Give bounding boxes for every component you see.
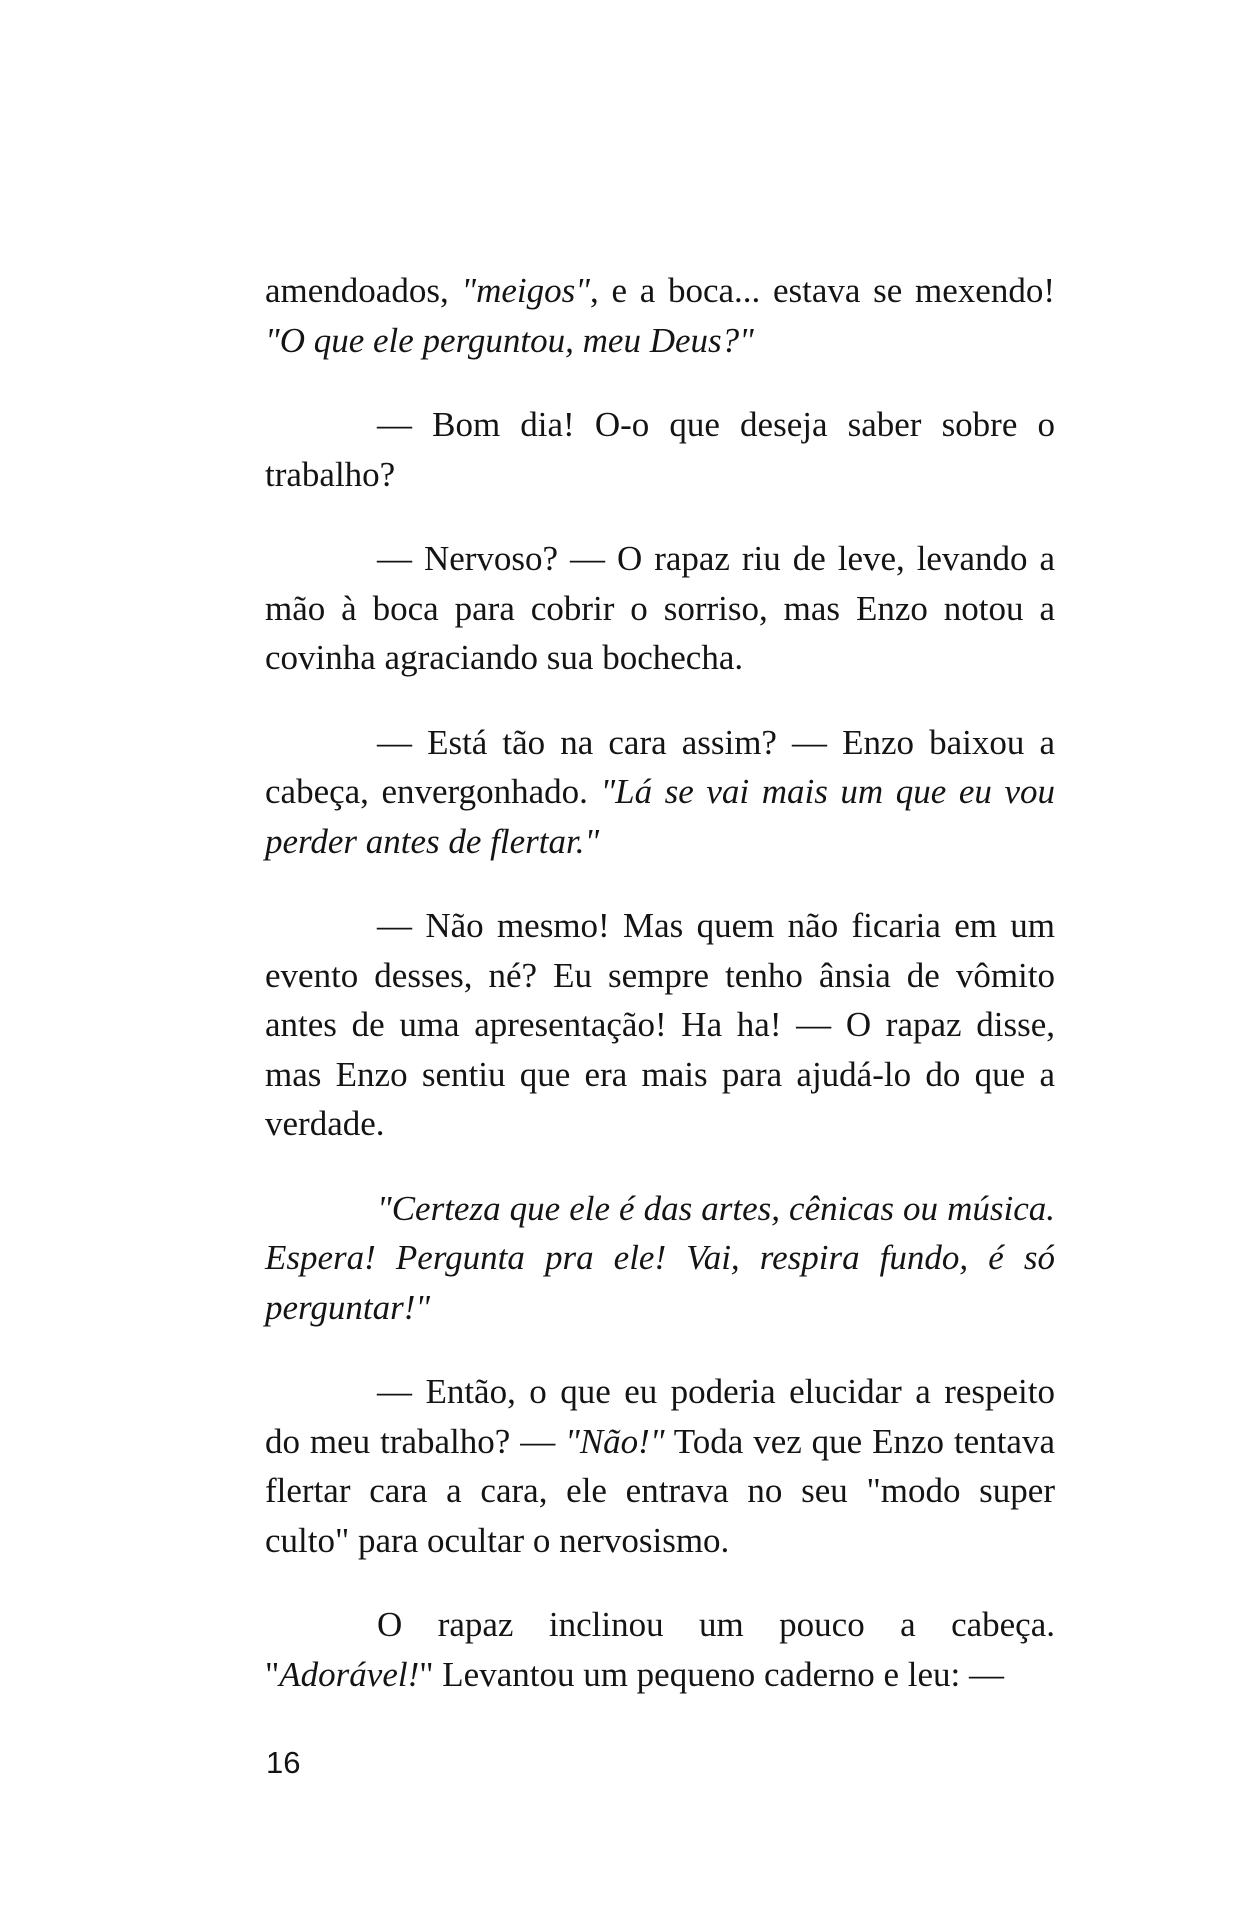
- paragraph: O rapaz inclinou um pouco a cabeça. "Adorável!" Levantou um pequeno caderno e leu: —: [265, 1605, 1055, 1694]
- body-text: [265, 266, 1055, 1734]
- paragraph: amendoados, "meigos", e a boca... estava se mexendo! "O que ele perguntou, meu Deus?": [265, 271, 1055, 360]
- page-number: 16: [266, 1745, 301, 1780]
- paragraph: — Bom dia! O-o que deseja saber sobre o trabalho?: [265, 405, 1055, 494]
- paragraph: — Não mesmo! Mas quem não ficaria em um evento desses, né? Eu sempre tenho ânsia de vômito antes de uma apresentação! Ha ha! — O rapaz disse, mas Enzo sentiu que era mais para ajudá-lo do que a verdade.: [265, 906, 1055, 1143]
- paragraph: — Então, o que eu poderia elucidar a respeito do meu trabalho? — "Não!" Toda vez que Enzo tentava flertar cara a cara, ele entrava no seu "modo super culto" para ocultar o nervosismo.: [265, 1372, 1055, 1560]
- paragraph: — Nervoso? — O rapaz riu de leve, levando a mão à boca para cobrir o sorriso, mas Enzo notou a covinha agraciando sua bochecha.: [265, 539, 1055, 677]
- paragraph: — Está tão na cara assim? — Enzo baixou a cabeça, envergonhado. "Lá se vai mais um que eu vou perder antes de flertar.": [265, 722, 1055, 861]
- paragraph: "Certeza que ele é das artes, cênicas ou música. Espera! Pergunta pra ele! Vai, respira fundo, é só perguntar!": [265, 1188, 1055, 1327]
